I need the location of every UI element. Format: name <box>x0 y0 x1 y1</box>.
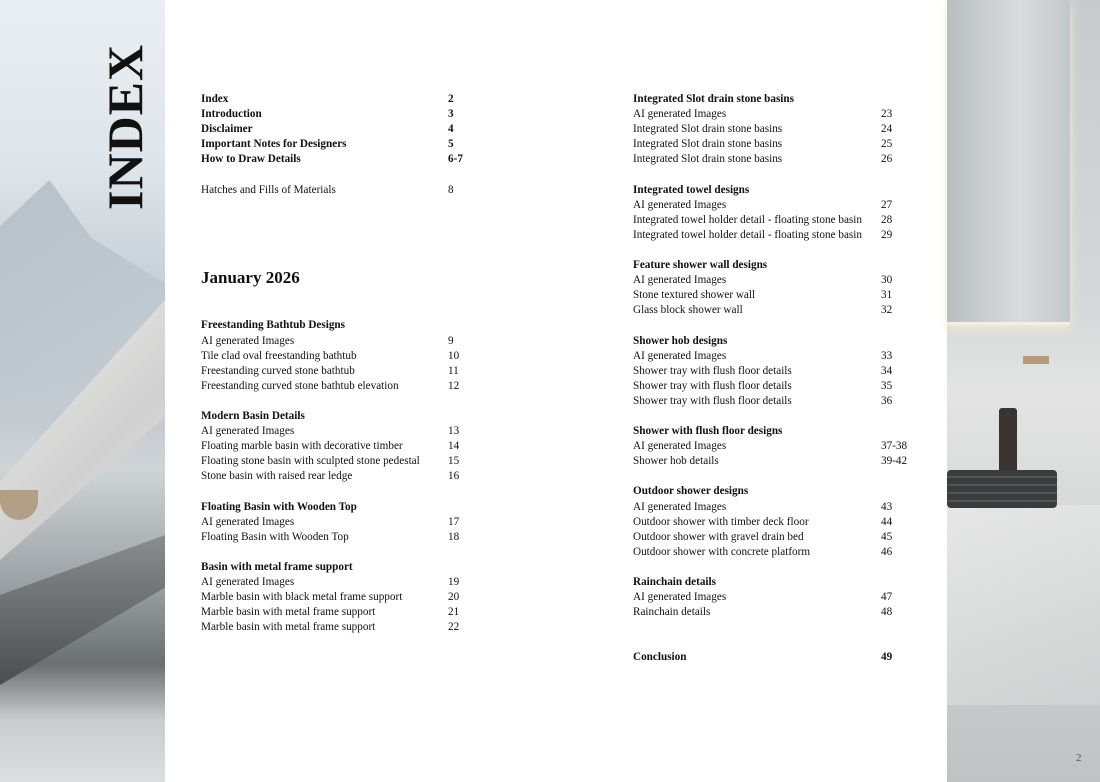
index-entry <box>201 167 481 182</box>
index-entry <box>633 213 923 228</box>
entry-label: Shower tray with flush floor details <box>633 364 792 377</box>
index-entry <box>633 318 923 333</box>
entry-label: Integrated Slot drain stone basins <box>633 123 783 136</box>
entry-page-number: 47 <box>881 591 893 604</box>
entry-page-number: 14 <box>448 440 460 453</box>
entry-label: AI generated Images <box>633 108 727 121</box>
entry-label: Shower hob designs <box>633 334 728 347</box>
index-entry <box>201 394 481 409</box>
entry-page-number: 34 <box>881 364 893 377</box>
entry-label: AI generated Images <box>201 425 295 438</box>
index-entry <box>201 364 481 379</box>
index-entry <box>633 560 923 575</box>
entry-label: Outdoor shower designs <box>633 485 749 498</box>
entry-label: AI generated Images <box>633 440 727 453</box>
entry-page-number: 6-7 <box>448 153 463 166</box>
entry-label: Important Notes for Designers <box>201 138 347 151</box>
index-entry <box>201 228 481 243</box>
bathtub-image <box>0 535 165 685</box>
entry-label: Introduction <box>201 108 262 121</box>
index-entry <box>633 620 923 635</box>
entry-label: Shower hob details <box>633 455 719 468</box>
entry-label: AI generated Images <box>633 274 727 287</box>
entry-page-number: 12 <box>448 379 460 392</box>
entry-label: Conclusion <box>633 651 687 664</box>
entry-label: Marble basin with black metal frame support <box>201 591 403 604</box>
entry-label: Freestanding Bathtub Designs <box>201 319 346 332</box>
index-entry <box>201 620 481 635</box>
entry-page-number: 48 <box>881 606 893 619</box>
entry-label: Stone textured shower wall <box>633 289 756 302</box>
entry-label: Tile clad oval freestanding bathtub <box>201 349 357 362</box>
index-entry <box>201 198 481 213</box>
entry-page-number: 3 <box>448 108 454 121</box>
index-entry <box>633 409 923 424</box>
index-entry <box>633 107 923 122</box>
tap-image <box>1023 356 1049 364</box>
entry-label: Glass block shower wall <box>633 304 743 317</box>
right-decorative-image <box>947 0 1100 782</box>
index-entry <box>633 303 923 318</box>
entry-label: Freestanding curved stone bathtub <box>201 364 355 377</box>
entry-page-number: 26 <box>881 153 893 166</box>
entry-page-number: 32 <box>881 304 893 317</box>
entry-page-number: 45 <box>881 530 893 543</box>
index-entry <box>633 605 923 620</box>
entry-label: AI generated Images <box>201 334 295 347</box>
section-heading <box>201 560 481 575</box>
index-entry <box>633 349 923 364</box>
entry-label: Basin with metal frame support <box>201 560 353 573</box>
index-entry <box>633 243 923 258</box>
mirror-image <box>947 0 1070 325</box>
index-entry <box>201 349 481 364</box>
index-entry <box>201 484 481 499</box>
index-entry <box>201 213 481 228</box>
entry-page-number: 31 <box>881 289 893 302</box>
entry-label: Marble basin with metal frame support <box>201 621 376 634</box>
entry-label: Floating Basin with Wooden Top <box>201 530 349 543</box>
entry-page-number: 16 <box>448 470 460 483</box>
index-entry <box>633 122 923 137</box>
entry-page-number: 11 <box>448 364 459 377</box>
entry-page-number: 29 <box>881 228 893 241</box>
entry-page-number: 39-42 <box>881 455 908 468</box>
entry-page-number: 24 <box>881 123 893 136</box>
entry-page-number: 19 <box>448 576 460 588</box>
entry-page-number: 49 <box>881 651 893 664</box>
index-entry <box>633 500 923 515</box>
page-number: 2 <box>1076 752 1082 764</box>
entry-page-number: 35 <box>881 379 893 392</box>
entry-page-number: 37-38 <box>881 440 908 453</box>
index-entry <box>633 167 923 182</box>
entry-label: Integrated Slot drain stone basins <box>633 153 783 166</box>
index-entry <box>201 122 481 137</box>
entry-label: Outdoor shower with concrete platform <box>633 545 811 558</box>
entry-label: AI generated Images <box>201 576 295 588</box>
index-right-column <box>633 92 923 666</box>
entry-label: Index <box>201 93 229 105</box>
entry-label: Floating stone basin with sculpted stone pedestal <box>201 455 420 468</box>
index-left-column <box>201 92 481 635</box>
index-entry <box>201 590 481 605</box>
entry-page-number: 44 <box>881 515 893 528</box>
section-heading <box>633 92 923 107</box>
entry-page-number: 4 <box>448 123 454 136</box>
entry-label: Floating Basin with Wooden Top <box>201 500 357 513</box>
entry-page-number: 43 <box>881 500 893 513</box>
index-entry <box>201 545 481 560</box>
section-heading <box>201 318 481 333</box>
entry-label: Shower with flush floor designs <box>633 425 783 438</box>
entry-label: Floating marble basin with decorative timber <box>201 440 403 453</box>
index-entry <box>633 288 923 303</box>
index-title: INDEX <box>97 43 153 210</box>
entry-page-number: 10 <box>448 349 460 362</box>
index-entry <box>201 530 481 545</box>
index-entry <box>201 515 481 530</box>
entry-label: Shower tray with flush floor details <box>633 394 792 407</box>
entry-label: Hatches and Fills of Materials <box>201 183 336 196</box>
entry-page-number: 18 <box>448 530 460 543</box>
entry-label: How to Draw Details <box>201 153 301 166</box>
index-entry <box>201 288 481 303</box>
section-heading <box>633 424 923 439</box>
index-entry <box>201 439 481 454</box>
entry-label: Marble basin with metal frame support <box>201 606 376 619</box>
entry-label: Freestanding curved stone bathtub elevation <box>201 379 399 392</box>
index-entry <box>201 152 481 167</box>
section-heading <box>201 409 481 424</box>
entry-page-number: 13 <box>448 425 460 438</box>
entry-page-number: 36 <box>881 394 893 407</box>
index-entry <box>633 590 923 605</box>
entry-label: Integrated towel holder detail - floating stone basin <box>633 228 862 241</box>
entry-page-number: 20 <box>448 591 460 604</box>
entry-label: Integrated Slot drain stone basins <box>633 93 794 105</box>
section-heading <box>633 484 923 499</box>
entry-page-number: 28 <box>881 213 893 226</box>
entry-page-number: 17 <box>448 515 460 528</box>
index-entry <box>201 454 481 469</box>
section-heading <box>633 258 923 273</box>
index-entry <box>201 334 481 349</box>
entry-label: Rainchain details <box>633 606 711 619</box>
entry-label: Integrated towel designs <box>633 183 750 196</box>
index-entry <box>201 137 481 152</box>
entry-page-number: 25 <box>881 138 893 151</box>
index-entry <box>201 92 481 107</box>
section-heading <box>633 183 923 198</box>
entry-page-number: 33 <box>881 349 893 362</box>
entry-label: Modern Basin Details <box>201 409 305 422</box>
index-entry <box>201 424 481 439</box>
section-heading <box>633 334 923 349</box>
month-heading: January 2026 <box>201 268 300 287</box>
entry-page-number: 22 <box>448 621 460 634</box>
index-entry <box>201 258 481 273</box>
index-entry <box>633 273 923 288</box>
index-entry <box>633 198 923 213</box>
section-heading <box>201 500 481 515</box>
entry-label: AI generated Images <box>633 349 727 362</box>
index-entry <box>633 530 923 545</box>
section-heading <box>633 575 923 590</box>
entry-label: Shower tray with flush floor details <box>633 379 792 392</box>
entry-label: AI generated Images <box>633 198 727 211</box>
entry-page-number: 8 <box>448 183 454 196</box>
entry-label: Outdoor shower with timber deck floor <box>633 515 809 528</box>
entry-page-number: 30 <box>881 274 893 287</box>
index-entry <box>633 379 923 394</box>
entry-page-number: 5 <box>448 138 454 151</box>
entry-label: Integrated Slot drain stone basins <box>633 138 783 151</box>
index-entry <box>633 228 923 243</box>
index-entry <box>633 137 923 152</box>
entry-label: Disclaimer <box>201 123 253 136</box>
bottle-image <box>999 408 1017 473</box>
entry-page-number: 23 <box>881 108 893 121</box>
index-entry <box>201 575 481 590</box>
index-entry <box>201 605 481 620</box>
index-entry <box>633 152 923 167</box>
index-entry <box>633 635 923 650</box>
index-entry <box>201 273 481 288</box>
index-entry <box>201 469 481 484</box>
entry-label: Rainchain details <box>633 576 716 588</box>
towels-image <box>947 470 1057 508</box>
entry-label: AI generated Images <box>633 591 727 604</box>
entry-label: AI generated Images <box>633 500 727 513</box>
index-entry <box>633 469 923 484</box>
entry-label: Integrated towel holder detail - floating stone basin <box>633 213 862 226</box>
entry-label: Outdoor shower with gravel drain bed <box>633 530 804 543</box>
entry-label: Feature shower wall designs <box>633 259 768 272</box>
entry-page-number: 46 <box>881 545 893 558</box>
entry-page-number: 15 <box>448 455 460 468</box>
index-entry <box>633 394 923 409</box>
entry-page-number: 27 <box>881 198 893 211</box>
entry-page-number: 2 <box>448 93 454 105</box>
index-entry <box>633 439 923 454</box>
entry-label: Stone basin with raised rear ledge <box>201 470 353 483</box>
index-entry <box>201 183 481 198</box>
index-entry <box>633 515 923 530</box>
index-entry <box>633 454 923 469</box>
index-entry <box>633 650 923 665</box>
index-entry <box>633 364 923 379</box>
entry-page-number: 9 <box>448 334 454 347</box>
index-entry <box>201 303 481 318</box>
index-entry <box>201 379 481 394</box>
index-entry <box>633 545 923 560</box>
index-entry <box>201 107 481 122</box>
entry-label: AI generated Images <box>201 515 295 528</box>
index-entry <box>201 243 481 258</box>
entry-page-number: 21 <box>448 606 460 619</box>
counter-image <box>947 505 1100 705</box>
